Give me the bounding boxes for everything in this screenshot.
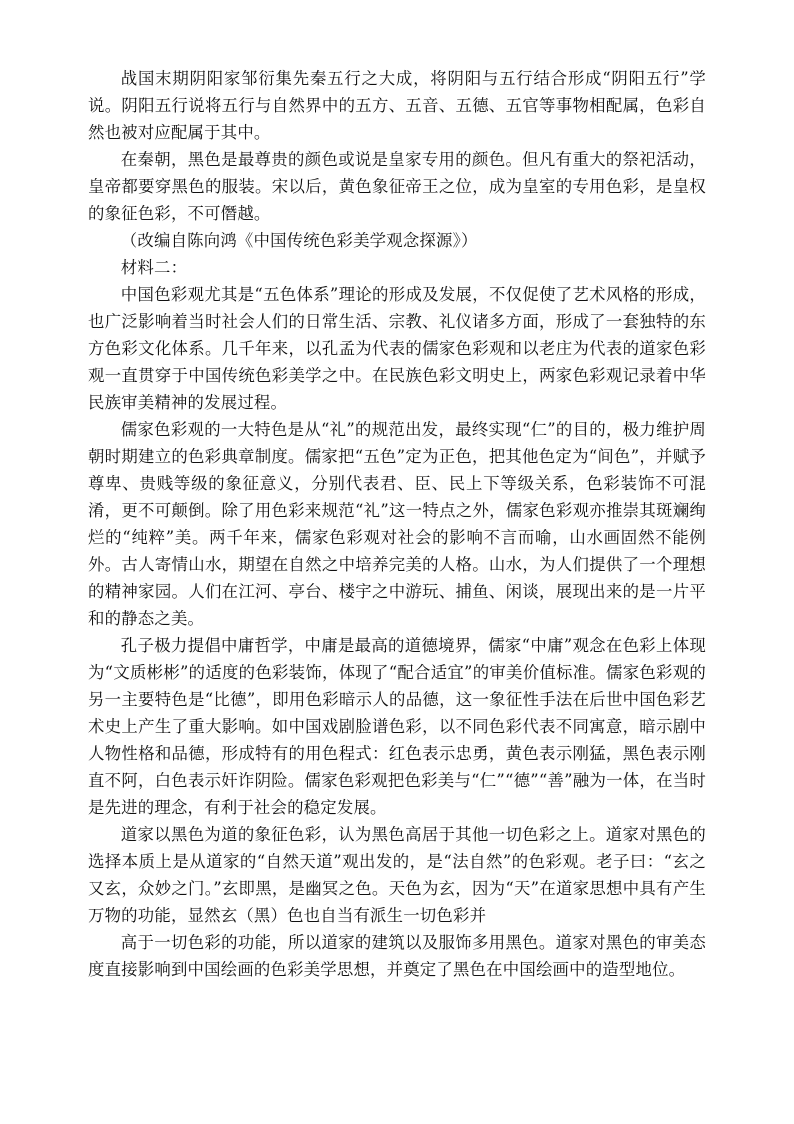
paragraph-five-color-system: 中国色彩观尤其是“五色体系”理论的形成及发展，不仅促使了艺术风格的形成，也广泛影响着当时社会人们的日常生活、宗教、礼仪诸多方面，形成了一套独特的东方色彩文化体系。几千年来，以孔孟为代表的儒家色彩观和以老庄为代表的道家色彩观一直贯穿于中国传统色彩美学之中。在民族色彩文明史上，两家色彩观记录着中华民族审美精神的发展过程。 (88, 285, 706, 412)
document-body (88, 65, 706, 983)
paragraph-confucian-color-view: 儒家色彩观的一大特色是从“礼”的规范出发，最终实现“仁”的目的，极力维护周朝时期建立的色彩典章制度。儒家把“五色”定为正色，把其他色定为“间色”，并赋予尊卑、贵贱等级的象征意义，分别代表君、臣、民上下等级关系，色彩装饰不可混淆，更不可颠倒。除了用色彩来规范“礼”这一特点之外，儒家色彩观亦推崇其斑斓绚烂的“纯粹”美。两千年来，儒家色彩观对社会的影响不言而喻，山水画固然不能例外。古人寄情山水，期望在自然之中培养完美的人格。山水，为人们提供了一个理想的精神家园。人们在江河、亭台、楼宇之中游玩、捕鱼、闲谈，展现出来的是一片平和的静态之美。 (88, 420, 706, 628)
section-heading-material-two: 材料二： (120, 258, 188, 277)
paragraph-taoist-architecture: 高于一切色彩的功能，所以道家的建筑以及服饰多用黑色。道家对黑色的审美态度直接影响到中国绘画的色彩美学思想，并奠定了黑色在中国绘画中的造型地位。 (88, 933, 706, 979)
paragraph-qin-black-color: 在秦朝，黑色是最尊贵的颜色或说是皇家专用的颜色。但凡有重大的祭祀活动，皇帝都要穿黑色的服装。宋以后，黄色象征帝王之位，成为皇室的专用色彩，是皇权的象征色彩，不可僭越。 (88, 150, 706, 223)
source-citation: （改编自陈向鸿《中国传统色彩美学观念探源》） (120, 231, 478, 250)
paragraph-doctrine-of-mean: 孔子极力提倡中庸哲学，中庸是最高的道德境界，儒家“中庸”观念在色彩上体现为“文质彬彬”的适度的色彩装饰，体现了“配合适宜”的审美价值标准。儒家色彩观的另一主要特色是“比德”，即用色彩暗示人的品德，这一象征性手法在后世中国色彩艺术史上产生了重大影响。如中国戏剧脸谱色彩，以不同色彩代表不同寓意，暗示剧中人物性格和品德，形成特有的用色程式：红色表示忠勇，黄色表示刚猛，黑色表示刚直不阿，白色表示奸诈阴险。儒家色彩观把色彩美与“仁”“德”“善”融为一体，在当时是先进的理念，有利于社会的稳定发展。 (88, 636, 706, 817)
paragraph-taoist-black: 道家以黑色为道的象征色彩，认为黑色高居于其他一切色彩之上。道家对黑色的选择本质上是从道家的“自然天道”观出发的，是“法自然”的色彩观。老子曰：“玄之又玄，众妙之门。”玄即黑，是幽冥之色。天色为玄，因为“天”在道家思想中具有产生万物的功能，显然玄（黑）色也自当有派生一切色彩并 (88, 825, 706, 925)
paragraph-yinyang-wuxing: 战国末期阴阳家邹衍集先秦五行之大成，将阴阳与五行结合形成“阴阳五行”学说。阴阳五行说将五行与自然界中的五方、五音、五德、五官等事物相配属，色彩自然也被对应配属于其中。 (88, 69, 706, 142)
